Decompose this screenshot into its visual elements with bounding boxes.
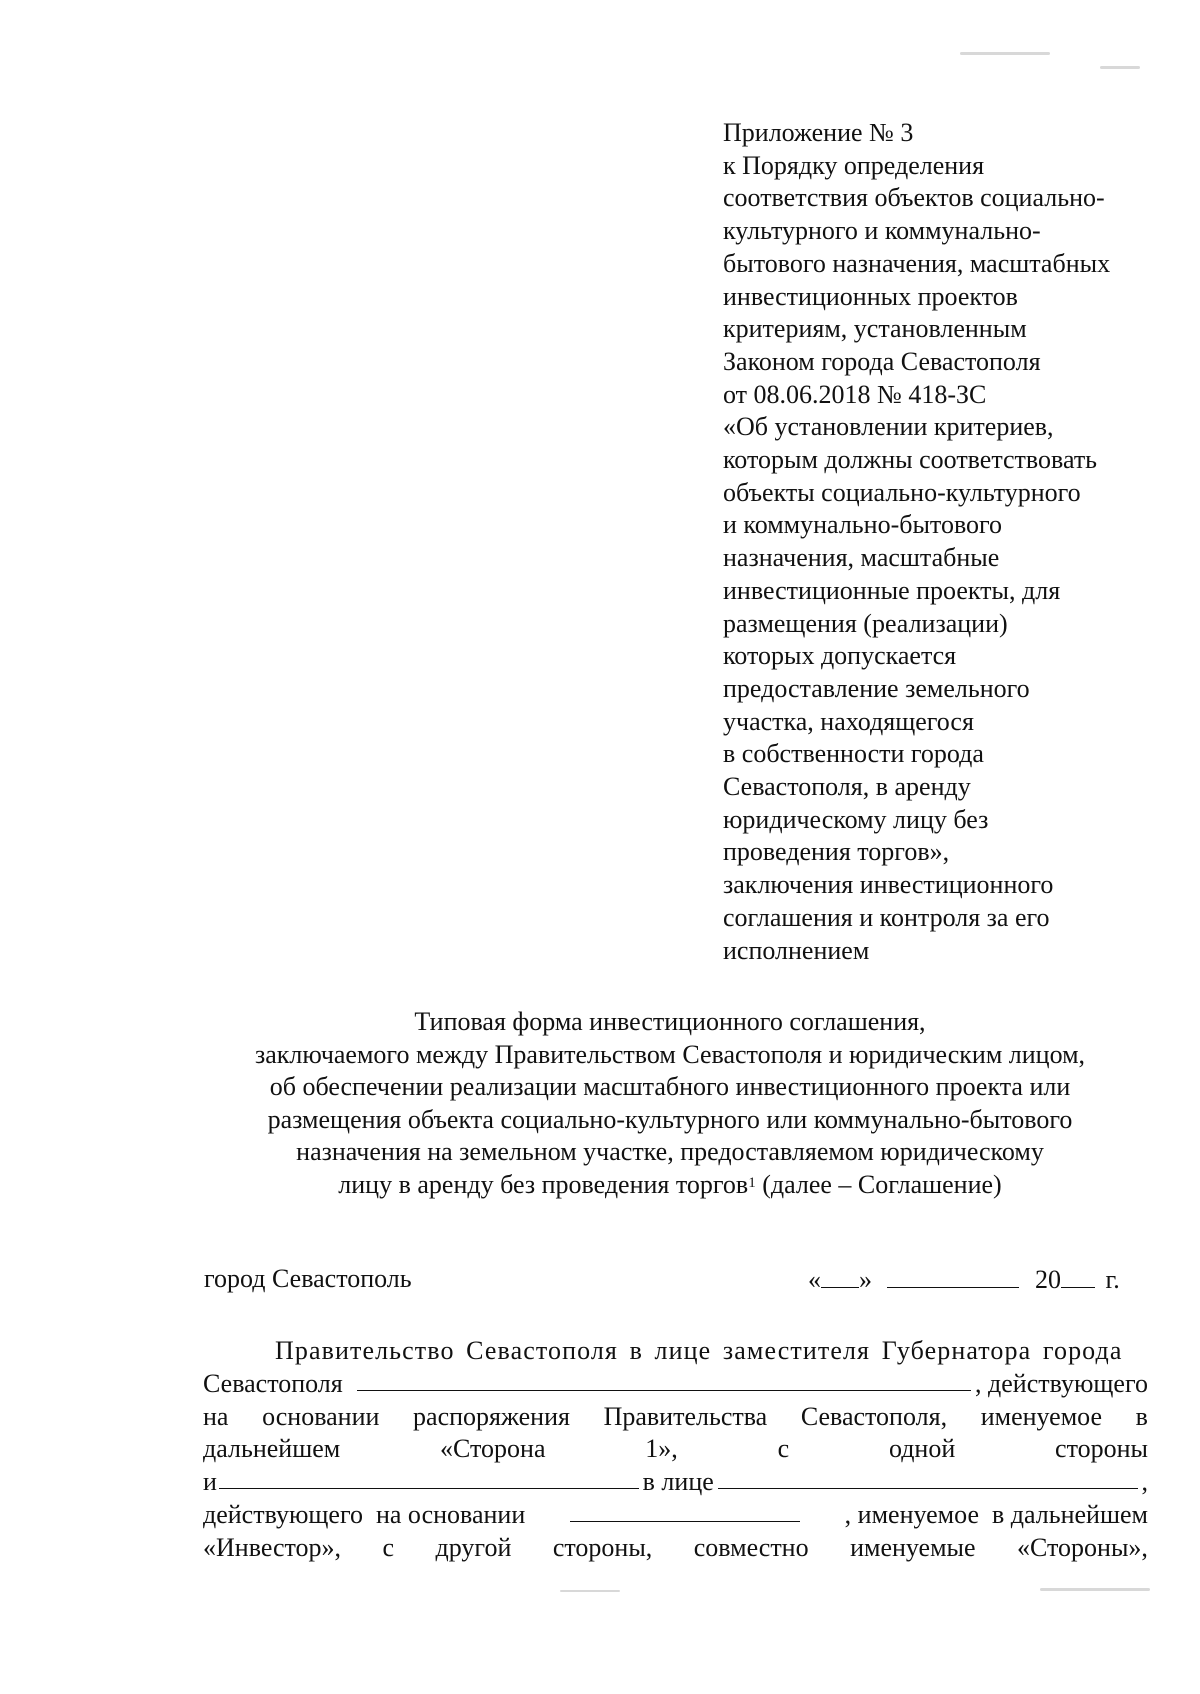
appendix-line: бытового назначения, масштабных [723,248,1111,278]
body-word: распоряжения [413,1401,570,1431]
body-text: , [1141,1467,1149,1497]
title-text: (далее – Соглашение) [755,1169,1002,1199]
body-word: «Стороны», [1017,1532,1148,1562]
body-word: одной [888,1434,956,1464]
year-suffix: г. [1099,1265,1120,1294]
basis-document-blank[interactable] [570,1499,800,1522]
appendix-line: которым должны соответствовать [723,445,1098,475]
appendix-line: участка, находящегося [723,706,974,736]
day-blank[interactable] [821,1263,859,1288]
body-line-6 [203,1499,1148,1532]
body-word: Севастополя, [800,1401,948,1431]
appendix-line: соответствия объектов социально- [723,183,1105,213]
appendix-line: инвестиционных проектов [723,281,1018,311]
scan-speck [960,52,1050,55]
appendix-line: Севастополя, в аренду [723,772,971,802]
year-blank[interactable] [1061,1263,1095,1288]
body-word: дальнейшем [203,1434,341,1464]
body-text: в лице [642,1467,714,1497]
body-line-4 [203,1433,1148,1466]
date-open-quote: « [808,1265,821,1294]
body-word: «Сторона [440,1434,546,1464]
appendix-line: назначения, масштабные [723,543,1000,573]
body-word: совместно [693,1532,809,1562]
city-label: город Севастополь [204,1264,412,1293]
title-text: лицу в аренду без проведения торгов [338,1169,749,1199]
body-word: стороны, [552,1532,653,1562]
appendix-line: к Порядку определения [723,150,985,180]
appendix-line: и коммунально-бытового [723,510,1003,540]
body-line-2 [203,1368,1148,1401]
appendix-line: юридическому лицу без [723,804,989,834]
title-line: заключаемого между Правительством Севастополя и юридическим лицом, [254,1039,1086,1069]
body-word: другой [435,1532,512,1562]
title-line: назначения на земельном участке, предоставляемом юридическому [296,1137,1044,1167]
appendix-line: размещения (реализации) [723,608,1008,638]
body-line-5 [203,1466,1148,1499]
date-field [808,1263,1148,1296]
body-text: Севастополя [203,1368,343,1398]
body-word: именуемое [980,1401,1103,1431]
body-word: Правительства [603,1401,768,1431]
body-text: действующего на основании [203,1499,526,1529]
appendix-line: от 08.06.2018 № 418-ЗС [723,379,987,409]
document-title [200,1006,1140,1202]
appendix-line: критериям, установленным [723,314,1027,344]
body-text: и [203,1467,217,1497]
investor-name-blank[interactable] [219,1466,639,1489]
body-word: стороны [1055,1434,1148,1464]
appendix-line: исполнением [723,935,870,965]
body-line-3 [203,1401,1148,1434]
month-blank[interactable] [887,1263,1019,1288]
body-word: именуемые [850,1532,976,1562]
appendix-line: инвестиционные проекты, для [723,575,1061,605]
body-word: с [777,1434,790,1464]
appendix-line: проведения торгов», [723,837,950,867]
scan-speck [1100,66,1140,69]
footnote-mark: 1 [748,1174,756,1191]
appendix-line: которых допускается [723,641,957,671]
body-word: 1», [645,1434,678,1464]
body-line-1 [203,1335,1148,1368]
appendix-line: заключения инвестиционного [723,870,1054,900]
title-line: размещения объекта социально-культурного или коммунально-бытового [267,1104,1073,1134]
body-line-7 [203,1532,1148,1565]
appendix-line: соглашения и контроля за его [723,902,1050,932]
representative-blank[interactable] [718,1466,1138,1489]
body-text: , действующего [975,1368,1148,1398]
body-word: основании [262,1401,380,1431]
scan-speck [1040,1588,1150,1591]
title-line: об обеспечении реализации масштабного инвестиционного проекта или [269,1072,1071,1102]
body-word: «Инвестор», [203,1532,342,1562]
agreement-body [203,1335,1148,1565]
appendix-line: Законом города Севастополя [723,346,1041,376]
appendix-line: предоставление земельного [723,673,1030,703]
body-word: с [382,1532,395,1562]
appendix-line: объекты социально-культурного [723,477,1081,507]
body-word: на [203,1401,229,1431]
body-text: Правительство Севастополя в лице заместителя Губернатора города [275,1336,1123,1365]
year-prefix: 20 [1035,1265,1061,1294]
title-line: Типовая форма инвестиционного соглашения, [414,1007,926,1036]
appendix-block [723,117,1173,967]
date-close-quote: » [859,1265,872,1294]
body-text: , именуемое в дальнейшем [844,1499,1148,1529]
deputy-name-blank[interactable] [357,1368,971,1391]
title-line-last [200,1169,1140,1202]
body-word: в [1135,1401,1148,1431]
appendix-line: культурного и коммунально- [723,216,1041,246]
appendix-line: Приложение № 3 [723,118,914,147]
scan-speck [560,1590,620,1592]
appendix-line: «Об установлении критериев, [723,412,1054,442]
appendix-line: в собственности города [723,739,984,769]
